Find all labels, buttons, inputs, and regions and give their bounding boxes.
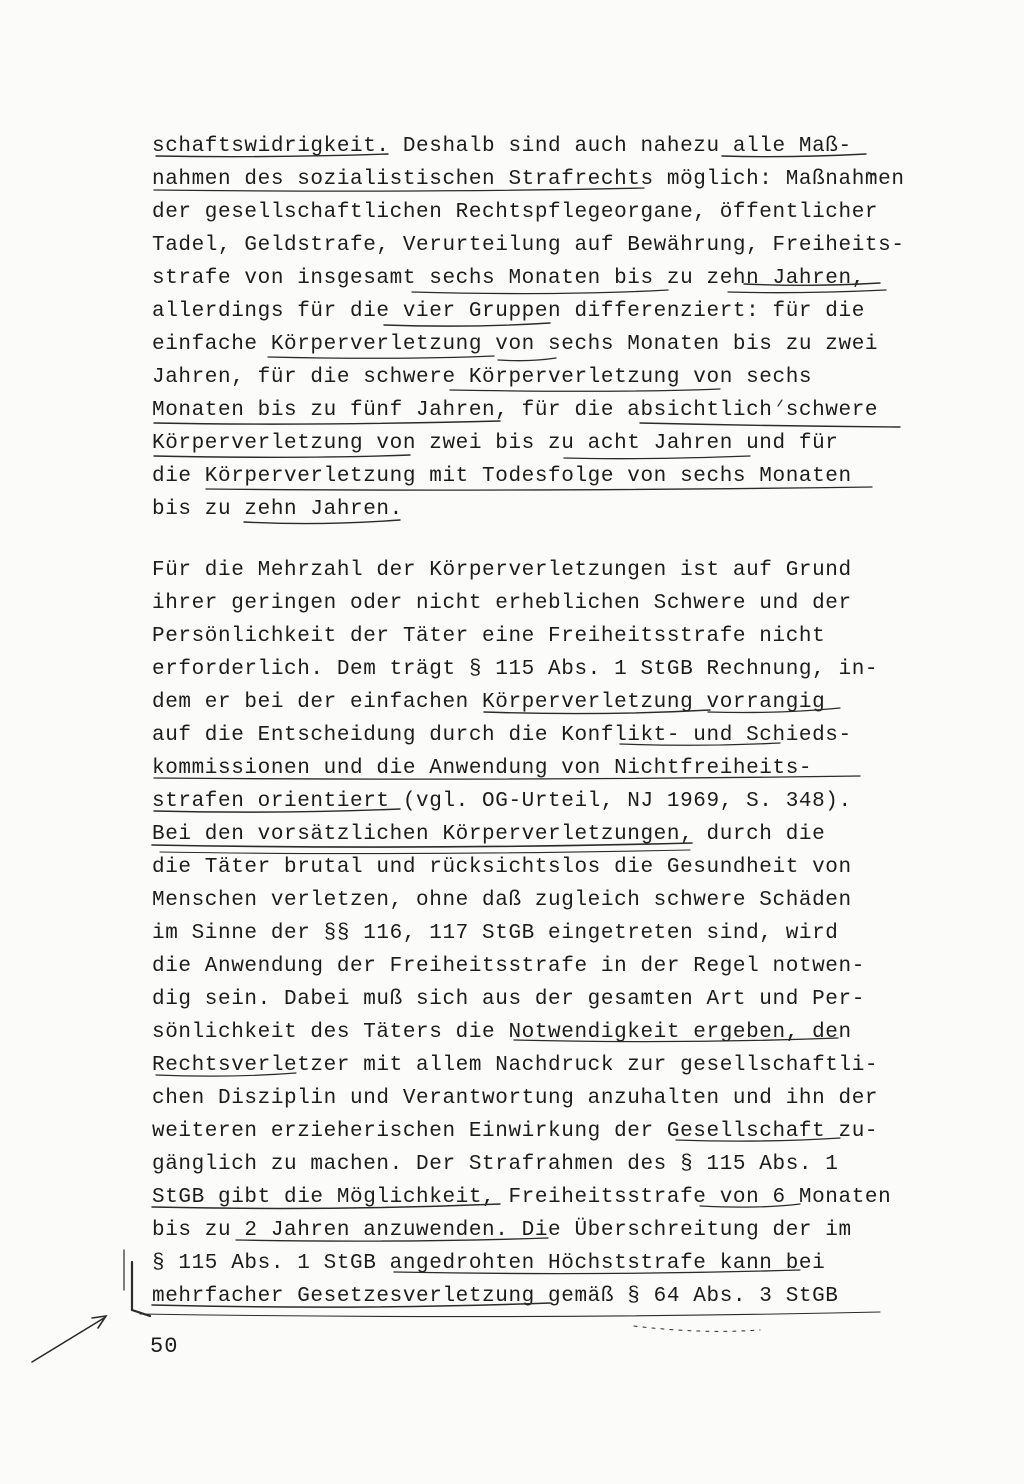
paragraph-1 xyxy=(152,130,912,526)
text-line: Bei den vorsätzlichen Körperverletzungen, durch die xyxy=(152,823,826,846)
text-line: Menschen verletzen, ohne daß zugleich schwere Schäden xyxy=(152,889,852,912)
text-line: einfache Körperverletzung von sechs Monaten bis zu zwei xyxy=(152,333,879,356)
text-line: allerdings für die vier Gruppen differenziert: für die xyxy=(152,300,865,323)
text-line: dig sein. Dabei muß sich aus der gesamten Art und Per- xyxy=(152,988,865,1011)
text-line: sönlichkeit des Täters die Notwendigkeit ergeben, den xyxy=(152,1021,852,1044)
text-line: Persönlichkeit der Täter eine Freiheitsstrafe nicht xyxy=(152,625,826,648)
text-line: Für die Mehrzahl der Körperverletzungen ist auf Grund xyxy=(152,559,852,582)
text-line: dem er bei der einfachen Körperverletzung vorrangig xyxy=(152,691,826,714)
text-line: § 115 Abs. 1 StGB angedrohten Höchststrafe kann bei xyxy=(152,1252,826,1275)
arrow-mark xyxy=(32,1318,104,1362)
text-line: gänglich zu machen. Der Strafrahmen des § 115 Abs. 1 xyxy=(152,1153,839,1176)
text-line: Tadel, Geldstrafe, Verurteilung auf Bewährung, Freiheits- xyxy=(152,234,905,257)
page-number: 50 xyxy=(150,1334,179,1359)
text-line: ihrer geringen oder nicht erheblichen Schwere und der xyxy=(152,592,852,615)
text-line: Monaten bis zu fünf Jahren, für die absichtlich schwere xyxy=(152,399,879,422)
arrow-head-mark xyxy=(92,1316,106,1328)
paragraph-2 xyxy=(152,554,912,1313)
text-line: die Täter brutal und rücksichtslos die Gesundheit von xyxy=(152,856,852,879)
text-line: kommissionen und die Anwendung von Nichtfreiheits- xyxy=(152,757,813,780)
text-line: weiteren erzieherischen Einwirkung der Gesellschaft zu- xyxy=(152,1120,879,1143)
text-line: Jahren, für die schwere Körperverletzung von sechs xyxy=(152,366,813,389)
text-line: bis zu 2 Jahren anzuwenden. Die Überschreitung der im xyxy=(152,1219,852,1242)
text-line: chen Disziplin und Verantwortung anzuhalten und ihn der xyxy=(152,1087,879,1110)
text-line: im Sinne der §§ 116, 117 StGB eingetreten sind, wird xyxy=(152,922,839,945)
text-line: strafe von insgesamt sechs Monaten bis zu zehn Jahren, xyxy=(152,267,865,290)
pencil-fleck-mark xyxy=(634,1326,760,1331)
text-line: die Körperverletzung mit Todesfolge von sechs Monaten xyxy=(152,465,852,488)
text-line: mehrfacher Gesetzesverletzung gemäß § 64 Abs. 3 StGB xyxy=(152,1285,839,1308)
text-line: der gesellschaftlichen Rechtspflegeorgane, öffentlicher xyxy=(152,201,879,224)
text-line: strafen orientiert (vgl. OG-Urteil, NJ 1969, S. 348). xyxy=(152,790,852,813)
text-line: die Anwendung der Freiheitsstrafe in der Regel notwen- xyxy=(152,955,865,978)
text-line: bis zu zehn Jahren. xyxy=(152,498,403,521)
margin-bracket-mark xyxy=(132,1262,150,1316)
text-line: Körperverletzung von zwei bis zu acht Jahren und für xyxy=(152,432,839,455)
text-line: schaftswidrigkeit. Deshalb sind auch nahezu alle Maß- xyxy=(152,135,852,158)
text-line: auf die Entscheidung durch die Konflikt- und Schieds- xyxy=(152,724,852,747)
text-line: StGB gibt die Möglichkeit, Freiheitsstrafe von 6 Monaten xyxy=(152,1186,892,1209)
text-line: Rechtsverletzer mit allem Nachdruck zur gesellschaftli- xyxy=(152,1054,879,1077)
text-line: nahmen des sozialistischen Strafrechts möglich: Maßnahmen xyxy=(152,168,905,191)
text-line: erforderlich. Dem trägt § 115 Abs. 1 StGB Rechnung, in- xyxy=(152,658,879,681)
